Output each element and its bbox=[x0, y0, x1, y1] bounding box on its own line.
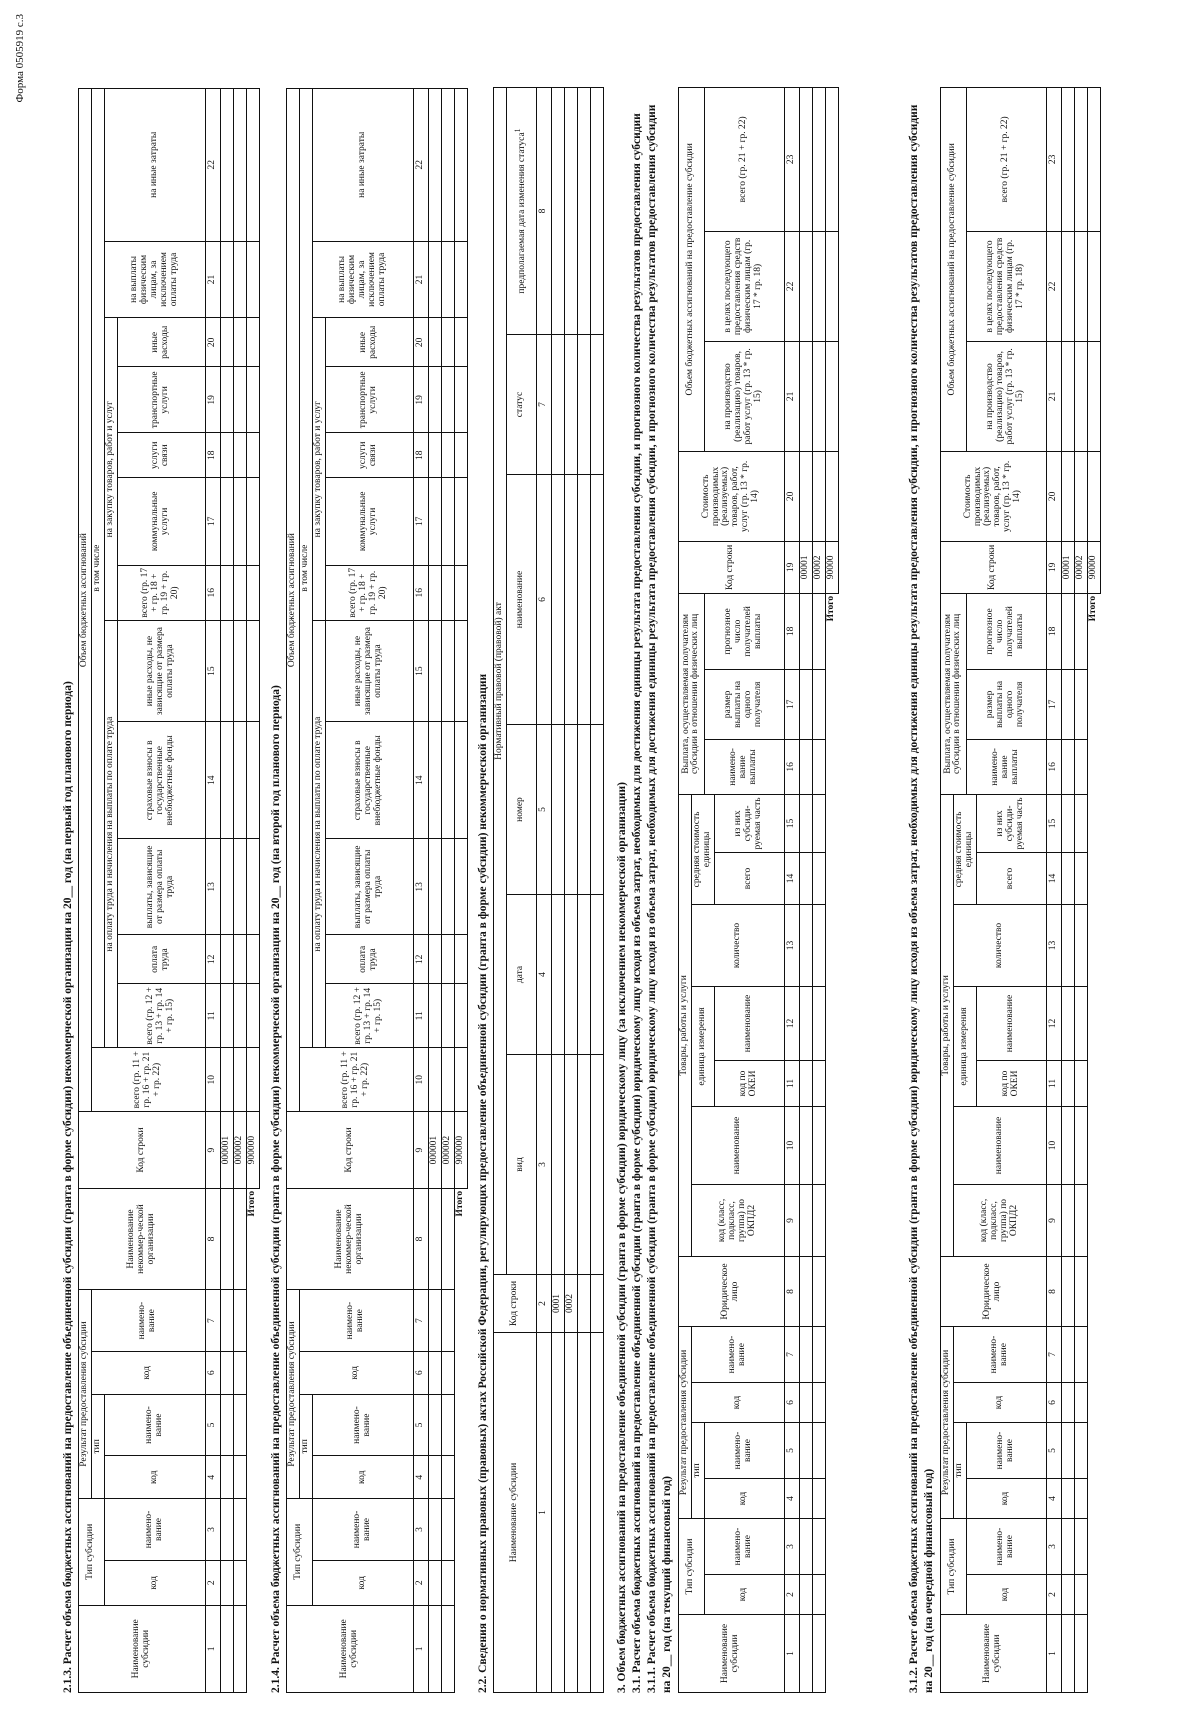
h-kod: код bbox=[704, 1479, 784, 1519]
col-number: 16 bbox=[1046, 739, 1061, 794]
h-goods: Товары, работы и услуги bbox=[679, 794, 692, 1256]
code-cell: 0002 bbox=[564, 1275, 577, 1333]
h-tip: тип bbox=[91, 1394, 104, 1498]
col-number: 13 bbox=[784, 904, 799, 986]
col-number: 19 bbox=[413, 367, 428, 433]
h-paynaim: наимено-вание выплаты bbox=[966, 739, 1046, 794]
h-name: Наименование субсидии bbox=[494, 1333, 537, 1693]
col-number: 23 bbox=[784, 87, 799, 231]
col-number: 11 bbox=[1046, 1060, 1061, 1106]
h-name10: наименование bbox=[691, 1106, 784, 1184]
itogo-code: 90000 bbox=[1087, 541, 1100, 593]
h-v22: в целях последующего предоставления средств физическим лицам (гр. 17 * гр. 18) bbox=[966, 231, 1046, 341]
h-c14: страховые взносы в государственные внебюджетные фонды bbox=[117, 722, 205, 839]
form-code: Форма 0505919 с.3 bbox=[14, 14, 26, 103]
h-all: всего bbox=[714, 852, 784, 904]
h-naim: наимено-вание bbox=[953, 1326, 1046, 1382]
col-number: 23 bbox=[1046, 87, 1061, 231]
col-number: 17 bbox=[205, 478, 220, 565]
h-c21: на выплаты физическим лицам, за исключением оплаты труда bbox=[104, 241, 205, 318]
col-number: 10 bbox=[784, 1106, 799, 1184]
h-pred-sup: 1 bbox=[513, 128, 523, 133]
h-okpd: код (класс, подкласс, группа) по ОКПД2 bbox=[691, 1184, 784, 1256]
h-c15: иные расходы, не зависящие от размера оплаты труда bbox=[325, 620, 413, 721]
h-kod: код bbox=[953, 1383, 1046, 1423]
col-number: 12 bbox=[1046, 986, 1061, 1060]
col-number: 4 bbox=[205, 1456, 220, 1499]
code-cell: 000001 bbox=[428, 1112, 441, 1189]
h-cost: Стоимость производимых (реализуемых) товаров, работ, услуг (гр. 13 * гр. 14) bbox=[679, 451, 785, 541]
col-number: 4 bbox=[1046, 1479, 1061, 1519]
col-number: 14 bbox=[413, 722, 428, 839]
h-qty: количество bbox=[953, 904, 1046, 986]
h-tip: тип bbox=[953, 1423, 966, 1519]
col-number: 17 bbox=[784, 669, 799, 739]
h-wage: на оплату труда и начисления на выплаты по оплате труда bbox=[312, 620, 325, 1047]
h-date: дата bbox=[506, 895, 536, 1055]
col-number: 20 bbox=[413, 318, 428, 367]
col-number: 1 bbox=[205, 1605, 220, 1692]
h-naim: наимено-вание bbox=[691, 1326, 784, 1382]
h-all: всего bbox=[976, 852, 1046, 904]
col-number: 3 bbox=[205, 1499, 220, 1561]
code-cell: 00002 bbox=[812, 541, 825, 593]
col-number: 6 bbox=[784, 1383, 799, 1423]
h-cost: Стоимость производимых (реализуемых) товаров, работ, услуг (гр. 13 * гр. 14) bbox=[941, 451, 1047, 541]
col-number: 10 bbox=[1046, 1106, 1061, 1184]
h-c14: страховые взносы в государственные внебюджетные фонды bbox=[325, 722, 413, 839]
itogo-code: 900000 bbox=[454, 1112, 467, 1189]
col-number: 12 bbox=[205, 935, 220, 984]
itogo-code: 90000 bbox=[825, 541, 838, 593]
h-c17: коммунальные услуги bbox=[325, 478, 413, 565]
col-number: 5 bbox=[205, 1394, 220, 1456]
h-total16: всего (гр. 17 + гр. 18 + гр. 19 + гр. 20) bbox=[117, 565, 205, 620]
col-number: 22 bbox=[784, 231, 799, 341]
h-avg: средняя стоимость единицы bbox=[691, 794, 714, 904]
h-tip: тип bbox=[691, 1423, 704, 1519]
h-pred-text: предполагаемая дата изменения статуса bbox=[517, 132, 528, 294]
h-result: Результат предоставления субсидии bbox=[679, 1326, 692, 1518]
h-naim: наимено-вание bbox=[91, 1290, 205, 1352]
col-number: 17 bbox=[1046, 669, 1061, 739]
col-number: 22 bbox=[413, 89, 428, 242]
h-kod: код bbox=[299, 1351, 413, 1394]
h-vol: Объем бюджетных ассигнований на предоставление субсидии bbox=[679, 87, 705, 451]
h-naim: наимено-вание bbox=[312, 1499, 413, 1561]
h-paycnt: прогнозное число получателей выплаты bbox=[966, 593, 1046, 669]
h-rowcode: Код строки bbox=[494, 1275, 537, 1333]
h-v22: в целях последующего предоставления средств физическим лицам (гр. 17 * гр. 18) bbox=[704, 231, 784, 341]
col-number: 15 bbox=[784, 794, 799, 852]
h-result: Результат предоставления субсидии bbox=[79, 1290, 92, 1499]
h-name: Наименование субсидии bbox=[941, 1615, 1047, 1693]
h-v23: всего (гр. 21 + гр. 22) bbox=[704, 87, 784, 231]
col-number: 18 bbox=[413, 433, 428, 478]
h-type: Тип субсидии bbox=[679, 1519, 705, 1615]
h-c13: выплаты, зависящие от размера оплаты труда bbox=[117, 839, 205, 935]
col-number: 21 bbox=[413, 241, 428, 318]
h-paycnt: прогнозное число получателей выплаты bbox=[704, 593, 784, 669]
h-v23: всего (гр. 21 + гр. 22) bbox=[966, 87, 1046, 231]
h-volume: Объем бюджетных ассигнований bbox=[79, 89, 92, 1112]
col-number: 5 bbox=[413, 1394, 428, 1456]
col-number: 1 bbox=[1046, 1615, 1061, 1693]
code-cell: 000001 bbox=[220, 1112, 233, 1189]
col-number: 16 bbox=[784, 739, 799, 794]
h-unitname: наименование bbox=[976, 986, 1046, 1060]
h-status: статус bbox=[506, 335, 536, 475]
col-number: 12 bbox=[784, 986, 799, 1060]
section-22-title: 2.2. Сведения о нормативных правовых (правовых) актах Российской Федерации, регулирующих предоставление объединенной субсидии (гранта в форме субсидии) некоммерческой организации bbox=[477, 673, 489, 1693]
col-number: 8 bbox=[536, 87, 551, 334]
col-number: 1 bbox=[413, 1605, 428, 1692]
h-kod: код bbox=[691, 1383, 784, 1423]
code-cell: 00002 bbox=[1074, 541, 1087, 593]
h-rowcode: Код строки bbox=[79, 1112, 206, 1189]
col-number: 11 bbox=[784, 1060, 799, 1106]
col-number: 8 bbox=[205, 1188, 220, 1289]
h-c22: на иные затраты bbox=[104, 89, 205, 242]
grant-table-214 bbox=[286, 88, 468, 1693]
h-name: Наименование субсидии bbox=[287, 1605, 414, 1692]
h-kod: код bbox=[312, 1456, 413, 1499]
col-number: 9 bbox=[784, 1184, 799, 1256]
h-num: номер bbox=[506, 725, 536, 895]
col-number: 18 bbox=[205, 433, 220, 478]
legal-entity-table-312 bbox=[940, 87, 1101, 1693]
h-naim: наимено-вание bbox=[312, 1394, 413, 1456]
col-number: 13 bbox=[413, 839, 428, 935]
col-number: 9 bbox=[205, 1112, 220, 1189]
h-naim: наименование bbox=[506, 475, 536, 725]
h-volume: Объем бюджетных ассигнований bbox=[287, 89, 300, 1112]
h-naim: наимено-вание bbox=[966, 1423, 1046, 1479]
h-c20: иные расходы bbox=[325, 318, 413, 367]
section-312-period: на 20__ год (на очередной финансовый год) bbox=[923, 1468, 935, 1693]
h-unitname: наименование bbox=[714, 986, 784, 1060]
h-result: Результат предоставления субсидии bbox=[287, 1290, 300, 1499]
col-number: 7 bbox=[205, 1290, 220, 1352]
h-vtch: в том числе bbox=[91, 89, 104, 1048]
code-cell: 000002 bbox=[441, 1112, 454, 1189]
h-avg: средняя стоимость единицы bbox=[953, 794, 976, 904]
h-jur: Юридическое лицо bbox=[941, 1256, 1047, 1326]
col-number: 3 bbox=[1046, 1519, 1061, 1575]
section-311-title: 3.1.1. Расчет объема бюджетных ассигнований на предоставление объединенной субсидии (гранта в форме субсидии) юридическому лицу исходя из объема затрат, необходимых для достижения единицы результата предоставления субсидии, и прогнозного количества результатов предоставления субсидии bbox=[646, 104, 658, 1693]
col-number: 5 bbox=[1046, 1423, 1061, 1479]
h-v21: на производство (реализацию) товаров, работ услуг (гр. 13 * гр. 15) bbox=[704, 341, 784, 451]
col-number: 2 bbox=[536, 1275, 551, 1333]
h-kod: код bbox=[91, 1351, 205, 1394]
h-paynaim: наимено-вание выплаты bbox=[704, 739, 784, 794]
h-pay: Выплата, осуществляемая получателям субсидии в отношении физических лиц bbox=[941, 593, 967, 794]
grant-table-213 bbox=[78, 88, 260, 1693]
col-number: 7 bbox=[784, 1326, 799, 1382]
section-3-title: 3. Объем бюджетных ассигнований на предоставление объединенной субсидии (гранта в форме субсидии) юридическому лицу (за исключением некоммерческой организации) bbox=[616, 782, 628, 1693]
col-number: 10 bbox=[413, 1048, 428, 1112]
section-214-title: 2.1.4. Расчет объема бюджетных ассигнований на предоставление объединенной субсидии (гранта в форме субсидии) некоммерческой организации на 20__ год (на второй год планового периода) bbox=[270, 685, 282, 1693]
h-kod: код bbox=[704, 1575, 784, 1615]
h-total10: всего (гр. 11 + гр. 16 + гр. 21 + гр. 22) bbox=[299, 1048, 413, 1112]
h-wage: на оплату труда и начисления на выплаты по оплате труда bbox=[104, 620, 117, 1047]
col-number: 11 bbox=[205, 984, 220, 1048]
h-unit: единица измерения bbox=[691, 986, 714, 1106]
h-name10: наименование bbox=[953, 1106, 1046, 1184]
itogo-label: Итого bbox=[1088, 595, 1099, 622]
section-213-title: 2.1.3. Расчет объема бюджетных ассигнований на предоставление объединенной субсидии (гранта в форме субсидии) некоммерческой организации на 20__ год (на первый год планового периода) bbox=[62, 681, 74, 1693]
h-unit: единица измерения bbox=[953, 986, 976, 1106]
col-number: 8 bbox=[784, 1256, 799, 1326]
h-jur: Юридическое лицо bbox=[679, 1256, 785, 1326]
col-number: 2 bbox=[413, 1560, 428, 1605]
col-number: 13 bbox=[205, 839, 220, 935]
col-number: 16 bbox=[413, 565, 428, 620]
h-kod: код bbox=[966, 1575, 1046, 1615]
h-c21: на выплаты физическим лицам, за исключением оплаты труда bbox=[312, 241, 413, 318]
h-total11: всего (гр. 12 + гр. 13 + гр. 14 + гр. 15) bbox=[117, 984, 205, 1048]
col-number: 15 bbox=[413, 620, 428, 721]
col-number: 11 bbox=[413, 984, 428, 1048]
col-number: 6 bbox=[205, 1351, 220, 1394]
h-vol: Объем бюджетных ассигнований на предоставление субсидии bbox=[941, 87, 967, 451]
col-number: 21 bbox=[784, 341, 799, 451]
itogo-label: Итого bbox=[455, 1190, 466, 1217]
col-number: 7 bbox=[1046, 1326, 1061, 1382]
legal-acts-table bbox=[493, 87, 604, 1693]
h-result: Результат предоставления субсидии bbox=[941, 1326, 954, 1518]
col-number: 8 bbox=[1046, 1256, 1061, 1326]
h-act: Нормативный правовой (правовой) акт bbox=[494, 87, 507, 1274]
col-number: 14 bbox=[1046, 852, 1061, 904]
h-type: Тип субсидии bbox=[79, 1499, 105, 1606]
h-total11: всего (гр. 12 + гр. 13 + гр. 14 + гр. 15) bbox=[325, 984, 413, 1048]
col-number: 7 bbox=[413, 1290, 428, 1352]
col-number: 4 bbox=[413, 1456, 428, 1499]
h-rowcode: Код строки bbox=[941, 541, 1047, 593]
h-kod: код bbox=[104, 1560, 205, 1605]
col-number: 21 bbox=[1046, 341, 1061, 451]
col-number: 4 bbox=[536, 895, 551, 1055]
h-c15: иные расходы, не зависящие от размера оплаты труда bbox=[117, 620, 205, 721]
col-number: 6 bbox=[1046, 1383, 1061, 1423]
itogo-code: 900000 bbox=[246, 1112, 259, 1189]
h-vtch: в том числе bbox=[299, 89, 312, 1048]
h-kod: код bbox=[966, 1479, 1046, 1519]
col-number: 20 bbox=[1046, 451, 1061, 541]
col-number: 3 bbox=[413, 1499, 428, 1561]
h-naim: наимено-вание bbox=[704, 1423, 784, 1479]
col-number: 1 bbox=[536, 1333, 551, 1693]
col-number: 21 bbox=[205, 241, 220, 318]
col-number: 15 bbox=[205, 620, 220, 721]
col-number: 17 bbox=[413, 478, 428, 565]
col-number: 7 bbox=[536, 335, 551, 475]
col-number: 13 bbox=[1046, 904, 1061, 986]
h-okei: код по ОКЕИ bbox=[976, 1060, 1046, 1106]
itogo-label: Итого bbox=[826, 595, 837, 622]
h-c12: оплата труда bbox=[325, 935, 413, 984]
col-number: 10 bbox=[205, 1048, 220, 1112]
col-number: 20 bbox=[205, 318, 220, 367]
col-number: 9 bbox=[1046, 1184, 1061, 1256]
col-number: 20 bbox=[784, 451, 799, 541]
h-paysize: размер выплаты на одного получателя bbox=[704, 669, 784, 739]
code-cell: 00001 bbox=[799, 541, 812, 593]
legal-entity-table-311 bbox=[678, 87, 839, 1693]
h-type: Тип субсидии bbox=[287, 1499, 313, 1606]
col-number: 6 bbox=[536, 475, 551, 725]
col-number: 19 bbox=[205, 367, 220, 433]
h-purchase: на закупку товаров, работ и услуг bbox=[312, 318, 325, 621]
col-number: 15 bbox=[1046, 794, 1061, 852]
h-paysize: размер выплаты на одного получателя bbox=[966, 669, 1046, 739]
h-vid: вид bbox=[506, 1055, 536, 1275]
h-total16: всего (гр. 17 + гр. 18 + гр. 19 + гр. 20) bbox=[325, 565, 413, 620]
h-org: Наименование некоммер-ческой организации bbox=[287, 1188, 414, 1289]
h-rowcode: Код строки bbox=[679, 541, 785, 593]
h-c19: транспортные услуги bbox=[325, 367, 413, 433]
h-kod: код bbox=[312, 1560, 413, 1605]
col-number: 5 bbox=[536, 725, 551, 895]
h-tip: тип bbox=[299, 1394, 312, 1498]
h-goods: Товары, работы и услуги bbox=[941, 794, 954, 1256]
h-c18: услуги связи bbox=[325, 433, 413, 478]
h-subs: из них субсиди-руемая часть bbox=[976, 794, 1046, 852]
h-c13: выплаты, зависящие от размера оплаты труда bbox=[325, 839, 413, 935]
h-naim: наимено-вание bbox=[299, 1290, 413, 1352]
h-c22: на иные затраты bbox=[312, 89, 413, 242]
h-qty: количество bbox=[691, 904, 784, 986]
col-number: 16 bbox=[205, 565, 220, 620]
col-number: 22 bbox=[205, 89, 220, 242]
h-rowcode: Код строки bbox=[287, 1112, 414, 1189]
h-naim: наимено-вание bbox=[104, 1394, 205, 1456]
h-okpd: код (класс, подкласс, группа) по ОКПД2 bbox=[953, 1184, 1046, 1256]
col-number: 2 bbox=[784, 1575, 799, 1615]
h-c17: коммунальные услуги bbox=[117, 478, 205, 565]
col-number: 12 bbox=[413, 935, 428, 984]
col-number: 18 bbox=[1046, 593, 1061, 669]
col-number: 14 bbox=[784, 852, 799, 904]
h-type: Тип субсидии bbox=[941, 1519, 967, 1615]
col-number: 5 bbox=[784, 1423, 799, 1479]
itogo-label: Итого bbox=[247, 1190, 258, 1217]
h-purchase: на закупку товаров, работ и услуг bbox=[104, 318, 117, 621]
h-name: Наименование субсидии bbox=[679, 1615, 785, 1693]
h-naim: наимено-вание bbox=[966, 1519, 1046, 1575]
col-number: 4 bbox=[784, 1479, 799, 1519]
h-c18: услуги связи bbox=[117, 433, 205, 478]
code-cell: 00001 bbox=[1061, 541, 1074, 593]
col-number: 8 bbox=[413, 1188, 428, 1289]
h-pay: Выплата, осуществляемая получателям субсидии в отношении физических лиц bbox=[679, 593, 705, 794]
h-c20: иные расходы bbox=[117, 318, 205, 367]
col-number: 6 bbox=[413, 1351, 428, 1394]
section-31-title: 3.1. Расчет объема бюджетных ассигнований на предоставление объединенной субсидии (гранта в форме субсидии) юридическому лицу исходя из объема затрат, необходимых для достижения единицы результата предоставления субсидии, и прогнозного количества результатов предоставления субсидии bbox=[631, 113, 643, 1693]
col-number: 1 bbox=[784, 1615, 799, 1693]
h-v21: на производство (реализацию) товаров, работ услуг (гр. 13 * гр. 15) bbox=[966, 341, 1046, 451]
h-subs: из них субсиди-руемая часть bbox=[714, 794, 784, 852]
col-number: 3 bbox=[784, 1519, 799, 1575]
code-cell: 0001 bbox=[551, 1275, 564, 1333]
col-number: 9 bbox=[413, 1112, 428, 1189]
section-312-title: 3.1.2. Расчет объема бюджетных ассигнований на предоставление объединенной субсидии (гранта в форме субсидии) юридическому лицу исходя из объема затрат, необходимых для достижения единицы результата предоставления субсидии, и прогнозного количества результатов предоставления субсидии bbox=[908, 104, 920, 1693]
col-number: 14 bbox=[205, 722, 220, 839]
h-naim: наимено-вание bbox=[704, 1519, 784, 1575]
h-c12: оплата труда bbox=[117, 935, 205, 984]
col-number: 22 bbox=[1046, 231, 1061, 341]
h-naim: наимено-вание bbox=[104, 1499, 205, 1561]
col-number: 2 bbox=[1046, 1575, 1061, 1615]
col-number: 2 bbox=[205, 1560, 220, 1605]
col-number: 18 bbox=[784, 593, 799, 669]
col-number: 19 bbox=[784, 541, 799, 593]
col-number: 19 bbox=[1046, 541, 1061, 593]
h-pred bbox=[506, 87, 536, 334]
h-org: Наименование некоммер-ческой организации bbox=[79, 1188, 206, 1289]
section-311-period: на 20__ год (на текущий финансовый год) bbox=[661, 1476, 673, 1693]
h-okei: код по ОКЕИ bbox=[714, 1060, 784, 1106]
h-c19: транспортные услуги bbox=[117, 367, 205, 433]
h-name: Наименование субсидии bbox=[79, 1605, 206, 1692]
h-total10: всего (гр. 11 + гр. 16 + гр. 21 + гр. 22) bbox=[91, 1048, 205, 1112]
code-cell: 000002 bbox=[233, 1112, 246, 1189]
h-kod: код bbox=[104, 1456, 205, 1499]
col-number: 3 bbox=[536, 1055, 551, 1275]
